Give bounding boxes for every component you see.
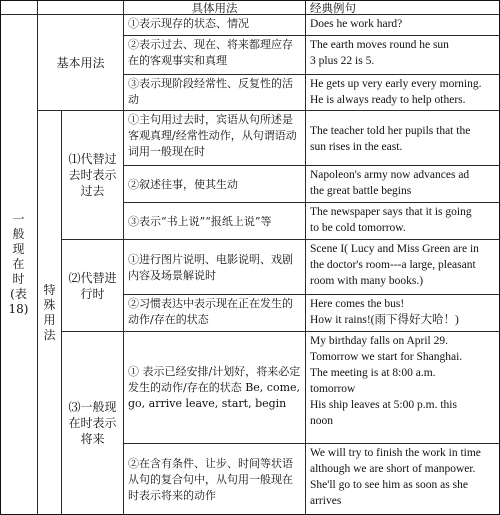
past-usage-2: ②叙述往事，使其生动 <box>124 166 306 203</box>
future-example-1: My birthday falls on April 29. Tomorrow we start for Shanghai. The meeting is at 8:00 a.m. tomorrow His ship leaves at 5:00 p.m. this noon <box>306 332 500 444</box>
basic-usage-2: ②表示过去、现在、将来都理应存在的客观事实和真理 <box>124 36 306 75</box>
past-example-1: The teacher told her pupils that the sun rises in the east. <box>306 111 500 166</box>
basic-example-3: He gets up very early every morning. He is always ready to help others. <box>306 75 500 111</box>
past-example-2: Napoleon's army now advances ad the great battle begins <box>306 166 500 203</box>
past-usage-1: ①主句用过去时，宾语从句所述是客观真理/经常性动作，从句谓语动词用一般现在时 <box>124 111 306 166</box>
future-example-2: We will try to finish the work in time although we are short of manpower. She'll go to see him as soon as she arrives <box>306 444 500 515</box>
group-progressive-label: ⑵代替进行时 <box>62 240 124 332</box>
header-blank-2 <box>38 0 124 15</box>
past-usage-3: ③表示“书上说”“报纸上说”等 <box>124 203 306 240</box>
basic-example-1: Does he work hard? <box>306 15 500 36</box>
basic-usage-3: ③表示现阶段经常性、反复性的活动 <box>124 75 306 111</box>
past-example-3: The newspaper says that it is going to be cold tomorrow. <box>306 203 500 240</box>
group-future-label: ⑶一般现在时表示将来 <box>62 332 124 515</box>
header-blank-1 <box>0 0 38 15</box>
future-usage-2: ②在含有条件、让步、时间等状语从句的复合句中，从句用一般现在时表示将来的动作 <box>124 444 306 515</box>
basic-example-2: The earth moves round he sun 3 plus 22 is 5. <box>306 36 500 75</box>
group-past-label: ⑴代替过去时表示过去 <box>62 111 124 240</box>
progressive-usage-2: ②习惯表达中表示现在正在发生的动作/存在的状态 <box>124 295 306 332</box>
header-examples: 经典例句 <box>306 0 500 15</box>
future-usage-1: ① 表示已经安排/计划好，将来必定发生的动作/存在的状态 Be, come, go, arrive leave, start, begin <box>124 332 306 444</box>
progressive-usage-1: ①进行图片说明、电影说明、戏剧内容及场景解说时 <box>124 240 306 295</box>
progressive-example-1: Scene I( Lucy and Miss Green are in the doctor's room---a large, pleasant room with many books.) <box>306 240 500 295</box>
basic-usage-1: ①表示现存的状态、情况 <box>124 15 306 36</box>
tense-label: 一般现在时(表18) <box>0 15 38 515</box>
special-usage-label: 特殊用法 <box>38 111 62 515</box>
progressive-example-2: Here comes the bus! How it rains!(雨下得好大哈！) <box>306 295 500 332</box>
header-usage: 具体用法 <box>124 0 306 15</box>
basic-usage-label: 基本用法 <box>38 15 124 111</box>
